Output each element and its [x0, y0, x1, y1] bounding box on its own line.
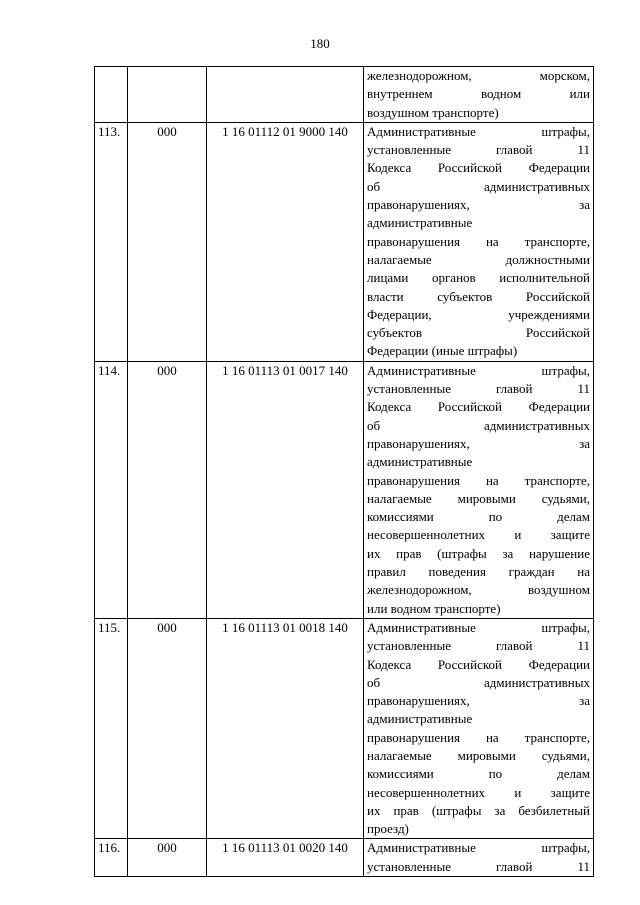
row-number-cell: 116.	[95, 839, 128, 877]
description-line	[367, 581, 590, 599]
description-line	[367, 85, 590, 103]
description-line	[367, 306, 590, 324]
description-word: железнодорожном,	[367, 582, 472, 598]
description-word: комиссиями	[367, 509, 434, 525]
description-word: Административные	[367, 362, 476, 378]
description-word: 11	[577, 381, 590, 397]
description-word: правил поведения граждан на	[367, 564, 590, 580]
description-word: установленные	[367, 142, 451, 158]
description-line	[367, 802, 590, 820]
description-word: проезд)	[367, 821, 409, 837]
description-word: 11	[577, 858, 590, 874]
description-word: Административные	[367, 840, 476, 856]
description-line	[367, 545, 590, 563]
description-word: делам	[557, 766, 590, 782]
description-word: Кодекса Российской Федерации	[367, 399, 590, 415]
admin-code-cell	[128, 67, 207, 123]
description-word: правонарушениях,	[367, 435, 470, 451]
table-body	[95, 67, 594, 877]
description-line	[367, 674, 590, 692]
row-number-cell: 114.	[95, 361, 128, 618]
description-line	[367, 747, 590, 765]
description-word: административных	[484, 417, 590, 433]
description-line	[367, 435, 590, 453]
description-line	[367, 619, 590, 637]
description-line	[367, 67, 590, 85]
description-line	[367, 269, 590, 287]
description-word: установленные	[367, 638, 451, 654]
description-word: власти субъектов Российской	[367, 288, 590, 304]
description-word: налагаемые мировыми судьями,	[367, 747, 590, 763]
description-word: по	[488, 509, 503, 525]
description-line	[367, 820, 590, 838]
description-line	[367, 490, 590, 508]
description-word: налагаемые мировыми судьями,	[367, 490, 590, 506]
admin-code-cell: 000	[128, 361, 207, 618]
description-word: воздушном транспорте)	[367, 104, 499, 120]
admin-code-cell: 000	[128, 839, 207, 877]
description-word: водном	[480, 86, 522, 102]
description-word: штрафы,	[541, 840, 590, 856]
description-word: правонарушения на транспорте,	[367, 472, 590, 488]
description-word: главой	[496, 142, 533, 158]
description-word: штрафы,	[541, 619, 590, 635]
description-word: административных	[484, 674, 590, 690]
description-line	[367, 324, 590, 342]
description-word: правонарушения на транспорте,	[367, 233, 590, 249]
description-line	[367, 178, 590, 196]
description-word: штрафы,	[541, 123, 590, 139]
description-line	[367, 196, 590, 214]
description-word: административные	[367, 711, 473, 727]
description-word: главой	[496, 638, 533, 654]
description-line	[367, 104, 590, 122]
description-word: внутреннем	[367, 86, 433, 102]
description-word: установленные	[367, 381, 451, 397]
description-line	[367, 362, 590, 380]
description-line	[367, 288, 590, 306]
description-line	[367, 526, 590, 544]
description-line	[367, 858, 590, 876]
description-word: налагаемые	[367, 251, 432, 267]
description-line	[367, 233, 590, 251]
description-line	[367, 417, 590, 435]
table-row	[95, 618, 594, 839]
description-line	[367, 563, 590, 581]
description-word: железнодорожном,	[367, 68, 472, 83]
description-line	[367, 600, 590, 618]
description-word: правонарушения на транспорте,	[367, 729, 590, 745]
table-row	[95, 67, 594, 123]
description-word: морском,	[539, 68, 590, 83]
description-word: должностными	[505, 251, 590, 267]
description-word: или водном транспорте)	[367, 600, 501, 616]
description-word: делам	[557, 509, 590, 525]
description-cell	[364, 618, 594, 839]
row-number-cell: 115.	[95, 618, 128, 839]
table-row	[95, 122, 594, 361]
table-row	[95, 839, 594, 877]
description-line	[367, 453, 590, 471]
description-word: их прав (штрафы за нарушение	[367, 545, 590, 561]
description-word: главой	[496, 381, 533, 397]
budget-classification-code-cell: 1 16 01113 01 0020 140	[207, 839, 364, 877]
description-word: их прав (штрафы за безбилетный	[367, 802, 590, 818]
description-line	[367, 251, 590, 269]
description-line	[367, 342, 590, 360]
description-line	[367, 141, 590, 159]
row-number-cell: 113.	[95, 122, 128, 361]
description-word: лицами органов исполнительной	[367, 270, 590, 286]
description-word: за	[579, 435, 590, 451]
description-line	[367, 214, 590, 232]
description-word: по	[488, 766, 503, 782]
description-line	[367, 472, 590, 490]
description-word: комиссиями	[367, 766, 434, 782]
row-number-cell	[95, 67, 128, 123]
budget-classification-code-cell: 1 16 01113 01 0018 140	[207, 618, 364, 839]
description-word: административные	[367, 215, 473, 231]
description-word: об	[367, 674, 381, 690]
description-line	[367, 729, 590, 747]
page-number: 180	[310, 36, 330, 51]
description-word: 11	[577, 638, 590, 654]
description-line	[367, 656, 590, 674]
description-word: об	[367, 417, 381, 433]
description-line	[367, 637, 590, 655]
description-cell	[364, 67, 594, 123]
description-word: 11	[577, 142, 590, 158]
description-word: или	[569, 86, 590, 102]
description-line	[367, 784, 590, 802]
description-line	[367, 123, 590, 141]
description-word: Федерации (иные штрафы)	[367, 343, 518, 359]
description-line	[367, 398, 590, 416]
description-cell	[364, 122, 594, 361]
description-word: несовершеннолетних и защите	[367, 527, 590, 543]
description-word: Кодекса Российской Федерации	[367, 160, 590, 176]
description-word: несовершеннолетних и защите	[367, 784, 590, 800]
description-line	[367, 692, 590, 710]
description-word: административных	[484, 178, 590, 194]
budget-classification-code-cell: 1 16 01113 01 0017 140	[207, 361, 364, 618]
budget-code-table	[94, 66, 594, 877]
description-word: административные	[367, 454, 473, 470]
description-word: Кодекса Российской Федерации	[367, 656, 590, 672]
description-word: воздушном	[527, 582, 590, 598]
description-word: правонарушениях,	[367, 693, 470, 709]
description-word: субъектов	[367, 325, 423, 341]
description-line	[367, 159, 590, 177]
description-word: об	[367, 178, 381, 194]
description-word: Российской	[525, 325, 590, 341]
description-line	[367, 508, 590, 526]
description-cell	[364, 839, 594, 877]
description-word: главой	[496, 858, 533, 874]
description-line	[367, 765, 590, 783]
description-word: учреждениями	[508, 306, 590, 322]
description-word: Федерации,	[367, 306, 432, 322]
budget-classification-code-cell	[207, 67, 364, 123]
admin-code-cell: 000	[128, 618, 207, 839]
table-row	[95, 361, 594, 618]
admin-code-cell: 000	[128, 122, 207, 361]
description-line	[367, 380, 590, 398]
description-line	[367, 839, 590, 857]
description-word: Административные	[367, 123, 476, 139]
description-word: штрафы,	[541, 362, 590, 378]
description-line	[367, 710, 590, 728]
description-word: за	[579, 197, 590, 213]
description-cell	[364, 361, 594, 618]
description-word: установленные	[367, 858, 451, 874]
description-word: за	[579, 693, 590, 709]
description-word: Административные	[367, 619, 476, 635]
budget-classification-code-cell: 1 16 01112 01 9000 140	[207, 122, 364, 361]
description-word: правонарушениях,	[367, 197, 470, 213]
